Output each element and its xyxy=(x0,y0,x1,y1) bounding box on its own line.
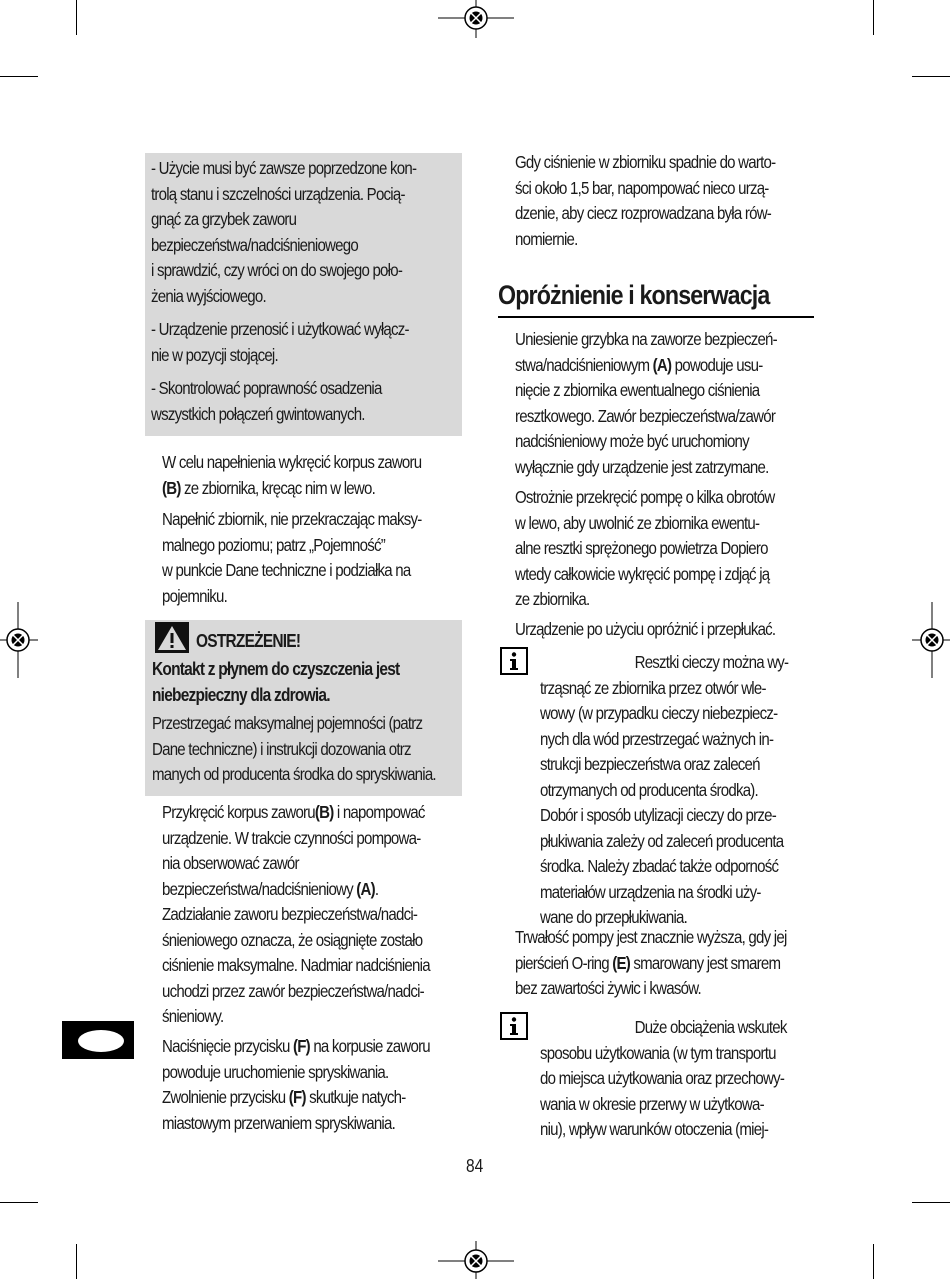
crop-mark xyxy=(912,76,950,77)
oring-text: Trwałość pompy jest znacznie wyższa, gdy jej pierścień O-ring xyxy=(515,927,787,973)
part-ref: (A) xyxy=(652,354,672,375)
info-note-first-line: Duże obciążenia wskutek xyxy=(634,1017,787,1037)
fill-paragraph-2 xyxy=(162,507,459,609)
empty-text: Urządzenie po użyciu opróżnić i przepłukać. xyxy=(515,619,776,639)
warning-triangle-icon xyxy=(155,622,189,653)
empty-text: powoduje usu- nięcie z zbiornika ewentualnego ciśnienia resztkowego. Zawór bezpieczeństwa/zawór nadciśnieniowy może być uruchomiony wyłącznie gdy urządzenie jest zatrzymane. xyxy=(515,354,776,477)
part-ref: (F) xyxy=(293,1036,310,1056)
fill-text: Napełnić zbiornik, nie przekraczając maksy- malnego poziomu; patrz „Pojemność” w punkcie Dane techniczne i podziałka na pojemniku. xyxy=(162,509,422,606)
empty-paragraph-1 xyxy=(515,327,812,480)
language-tab xyxy=(62,1021,134,1059)
crop-mark xyxy=(873,0,874,35)
fill-text: W celu napełnienia wykręcić korpus zaworu xyxy=(162,452,422,472)
empty-text: Uniesienie grzybka na zaworze bezpieczeń- stwa/nadciśnieniowym xyxy=(515,329,777,375)
crop-mark xyxy=(0,1202,38,1203)
section-rule xyxy=(498,316,814,318)
registration-mark-icon xyxy=(438,0,514,38)
safety-bullet-text: - Skontrolować poprawność osadzenia wszystkich połączeń gwintowanych. xyxy=(151,378,382,424)
safety-bullet xyxy=(151,376,448,427)
pressure-paragraph xyxy=(515,150,812,252)
info-icon xyxy=(500,1012,528,1040)
info-note-first-line: Resztki cieczy można wy- xyxy=(634,652,789,672)
language-tab-oval-icon xyxy=(78,1030,124,1052)
page-number: 84 xyxy=(466,1156,484,1176)
crop-mark xyxy=(873,1244,874,1279)
warning-body xyxy=(152,711,472,788)
oring-paragraph xyxy=(515,925,812,1002)
registration-mark-icon xyxy=(912,602,950,678)
pump-text: . Zadziałanie zaworu bezpieczeństwa/nadci- śnieniowego oznacza, że osiągnięte zostało ciśnienie maksymalne. Nadmiar nadciśnienia uchodzi przez zawór bezpieczeństwa/nadci- śnieniowy. xyxy=(162,878,430,1026)
info-icon xyxy=(500,647,528,675)
crop-mark xyxy=(76,0,77,35)
spray-paragraph xyxy=(162,1034,459,1136)
warning-bold-text xyxy=(152,657,462,708)
crop-mark xyxy=(0,76,38,77)
warning-title xyxy=(196,629,493,655)
oring-text: smarowany jest smarem bez zawartości żywic i kwasów. xyxy=(515,952,781,998)
pressure-text: Gdy ciśnienie w zbiorniku spadnie do warto- ści około 1,5 bar, napompować nieco urzą- dzenie, aby ciecz rozprowadzana była rów- nomiernie. xyxy=(515,152,776,249)
warning-bold-line: Kontakt z płynem do czyszczenia jest niebezpieczny dla zdrowia. xyxy=(152,659,400,705)
fill-text: ze zbiornika, kręcąc nim w lewo. xyxy=(180,477,376,498)
part-ref: (F) xyxy=(288,1087,306,1107)
safety-bullet-text: - Urządzenie przenosić i użytkować wyłącz- nie w pozycji stojącej. xyxy=(151,319,409,365)
spray-text: skutkuje natych- miastowym przerwaniem spryskiwania. xyxy=(162,1087,406,1133)
section-title: Opróżnienie i konserwacja xyxy=(498,280,770,310)
part-ref: (B) xyxy=(162,477,181,498)
info-note-text: trząsnąć ze zbiornika przez otwór wle- wowy (w przypadku cieczy niebezpiecz- nych dla wód przestrzegać ważnych in- strukcji bezpieczeństwa oraz zaleceń otrzymanych od producenta środka). Dobór i sposób utylizacji cieczy do prze- płukiwania zależy od zaleceń producenta środka. Należy zbadać także odporność materiałów urządzenia na środki uży- wane do przepłukiwania. xyxy=(540,677,784,927)
registration-mark-icon xyxy=(438,1241,514,1279)
part-ref: (E) xyxy=(612,952,631,973)
safety-bullet xyxy=(151,156,448,309)
crop-mark xyxy=(76,1244,77,1279)
info-note-2 xyxy=(540,1015,837,1143)
empty-text: Ostrożnie przekręcić pompę o kilka obrotów w lewo, aby uwolnić ze zbiornika ewentu- alne resztki sprężonego powietrza Dopiero wtedy całkowicie wykręcić pompę i zdjąć ją ze zbiornika. xyxy=(515,487,775,609)
warning-body-text: Przestrzegać maksymalnej pojemności (patrz Dane techniczne) i instrukcji dozowania otrz manych od producenta środka do spryskiwania. xyxy=(152,713,436,784)
crop-mark xyxy=(912,1202,950,1203)
pump-text: Przykręcić korpus zaworu xyxy=(162,802,315,822)
spray-text: Naciśnięcie przycisku xyxy=(162,1036,294,1056)
pump-text: i napompować urządzenie. W trakcie czynności pompowa- nia obserwować zawór bezpieczeństwa/nadciśnieniowy xyxy=(162,802,425,899)
warning-title-text: OSTRZEŻENIE! xyxy=(196,631,301,651)
safety-bullet xyxy=(151,317,448,368)
pump-paragraph xyxy=(162,800,459,1030)
part-ref: (A) xyxy=(356,878,375,899)
spray-text: na korpusie zaworu powoduje uruchomienie spryskiwania. Zwolnienie przycisku xyxy=(162,1036,430,1107)
safety-bullet-text: - Użycie musi być zawsze poprzedzone kon- trolą stanu i szczelności urządzenia. Pocią- gnąć za grzybek zaworu bezpieczeństwa/nadciśnieniowego i sprawdzić, czy wróci on do swojego poło- żenia wyjściowego. xyxy=(151,158,417,306)
info-note-1 xyxy=(540,650,837,931)
empty-paragraph-2 xyxy=(515,485,812,613)
part-ref: (B) xyxy=(314,802,334,822)
registration-mark-icon xyxy=(0,602,38,678)
fill-paragraph-1 xyxy=(162,450,459,501)
empty-paragraph-3 xyxy=(515,617,812,643)
info-note-text: sposobu użytkowania (w tym transportu do miejsca użytkowania oraz przechowy- wania w okresie przerwy w użytkowa- niu), wpływ warunków otoczenia (miej- xyxy=(540,1042,785,1139)
